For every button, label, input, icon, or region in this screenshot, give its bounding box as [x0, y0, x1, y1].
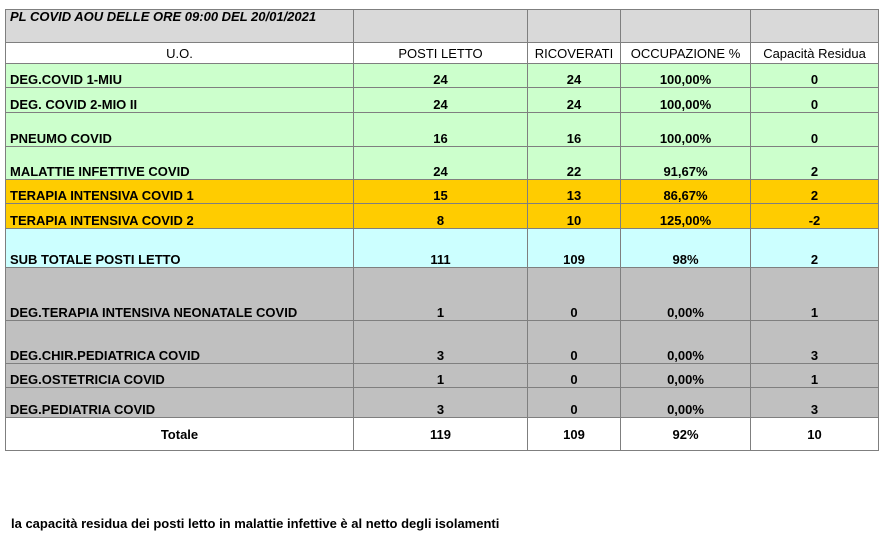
uo-cell: TERAPIA INTENSIVA COVID 1 [6, 180, 354, 204]
table-row [6, 180, 879, 204]
ricoverati-cell: 13 [528, 180, 621, 204]
report-title: PL COVID AOU DELLE ORE 09:00 DEL 20/01/2021 [6, 10, 354, 43]
posti-cell: 16 [354, 113, 528, 147]
posti-cell: 8 [354, 204, 528, 229]
uo-cell: DEG.PEDIATRIA COVID [6, 388, 354, 418]
capacita-cell: 2 [751, 180, 879, 204]
ricoverati-cell: 109 [528, 229, 621, 268]
occupazione-cell: 0,00% [621, 364, 751, 388]
uo-cell: DEG.TERAPIA INTENSIVA NEONATALE COVID [6, 268, 354, 321]
capacita-cell: 0 [751, 64, 879, 88]
ricoverati-cell: 24 [528, 88, 621, 113]
occupazione-cell: 0,00% [621, 268, 751, 321]
subtotal-row [6, 229, 879, 268]
uo-cell: DEG.OSTETRICIA COVID [6, 364, 354, 388]
occupazione-cell: 98% [621, 229, 751, 268]
capacita-cell: 3 [751, 388, 879, 418]
table-row [6, 64, 879, 88]
uo-cell: TERAPIA INTENSIVA COVID 2 [6, 204, 354, 229]
header-occupazione: OCCUPAZIONE % [621, 43, 751, 64]
total-capacita: 10 [751, 418, 879, 451]
table-row [6, 113, 879, 147]
posti-cell: 3 [354, 388, 528, 418]
occupazione-cell: 0,00% [621, 388, 751, 418]
table-row [6, 321, 879, 364]
ricoverati-cell: 0 [528, 364, 621, 388]
uo-cell: DEG.COVID 1-MIU [6, 64, 354, 88]
header-row [6, 43, 879, 64]
posti-cell: 1 [354, 364, 528, 388]
ricoverati-cell: 0 [528, 268, 621, 321]
occupazione-cell: 100,00% [621, 88, 751, 113]
uo-cell: DEG. COVID 2-MIO II [6, 88, 354, 113]
total-label: Totale [6, 418, 354, 451]
header-uo: U.O. [6, 43, 354, 64]
covid-beds-table [5, 9, 879, 451]
posti-cell: 111 [354, 229, 528, 268]
ricoverati-cell: 24 [528, 64, 621, 88]
ricoverati-cell: 0 [528, 388, 621, 418]
ricoverati-cell: 10 [528, 204, 621, 229]
title-row [6, 10, 879, 43]
posti-cell: 15 [354, 180, 528, 204]
total-ricoverati: 109 [528, 418, 621, 451]
capacita-cell: 2 [751, 147, 879, 180]
ricoverati-cell: 22 [528, 147, 621, 180]
capacita-cell: 1 [751, 268, 879, 321]
total-row [6, 418, 879, 451]
footnote: la capacità residua dei posti letto in malattie infettive è al netto degli isolamenti [11, 516, 500, 531]
total-occupazione: 92% [621, 418, 751, 451]
uo-cell: DEG.CHIR.PEDIATRICA COVID [6, 321, 354, 364]
posti-cell: 1 [354, 268, 528, 321]
occupazione-cell: 100,00% [621, 64, 751, 88]
capacita-cell: 0 [751, 88, 879, 113]
occupazione-cell: 100,00% [621, 113, 751, 147]
occupazione-cell: 86,67% [621, 180, 751, 204]
capacita-cell: 1 [751, 364, 879, 388]
capacita-cell: 2 [751, 229, 879, 268]
uo-cell: PNEUMO COVID [6, 113, 354, 147]
table-row [6, 388, 879, 418]
header-posti-letto: POSTI LETTO [354, 43, 528, 64]
table-row [6, 88, 879, 113]
header-ricoverati: RICOVERATI [528, 43, 621, 64]
capacita-cell: -2 [751, 204, 879, 229]
ricoverati-cell: 16 [528, 113, 621, 147]
uo-cell: SUB TOTALE POSTI LETTO [6, 229, 354, 268]
posti-cell: 24 [354, 147, 528, 180]
posti-cell: 24 [354, 88, 528, 113]
posti-cell: 24 [354, 64, 528, 88]
posti-cell: 3 [354, 321, 528, 364]
capacita-cell: 3 [751, 321, 879, 364]
table-row [6, 204, 879, 229]
occupazione-cell: 0,00% [621, 321, 751, 364]
occupazione-cell: 125,00% [621, 204, 751, 229]
ricoverati-cell: 0 [528, 321, 621, 364]
header-capacita-residua: Capacità Residua [751, 43, 879, 64]
table-row [6, 268, 879, 321]
table-row [6, 147, 879, 180]
uo-cell: MALATTIE INFETTIVE COVID [6, 147, 354, 180]
table-row [6, 364, 879, 388]
occupazione-cell: 91,67% [621, 147, 751, 180]
capacita-cell: 0 [751, 113, 879, 147]
total-posti: 119 [354, 418, 528, 451]
